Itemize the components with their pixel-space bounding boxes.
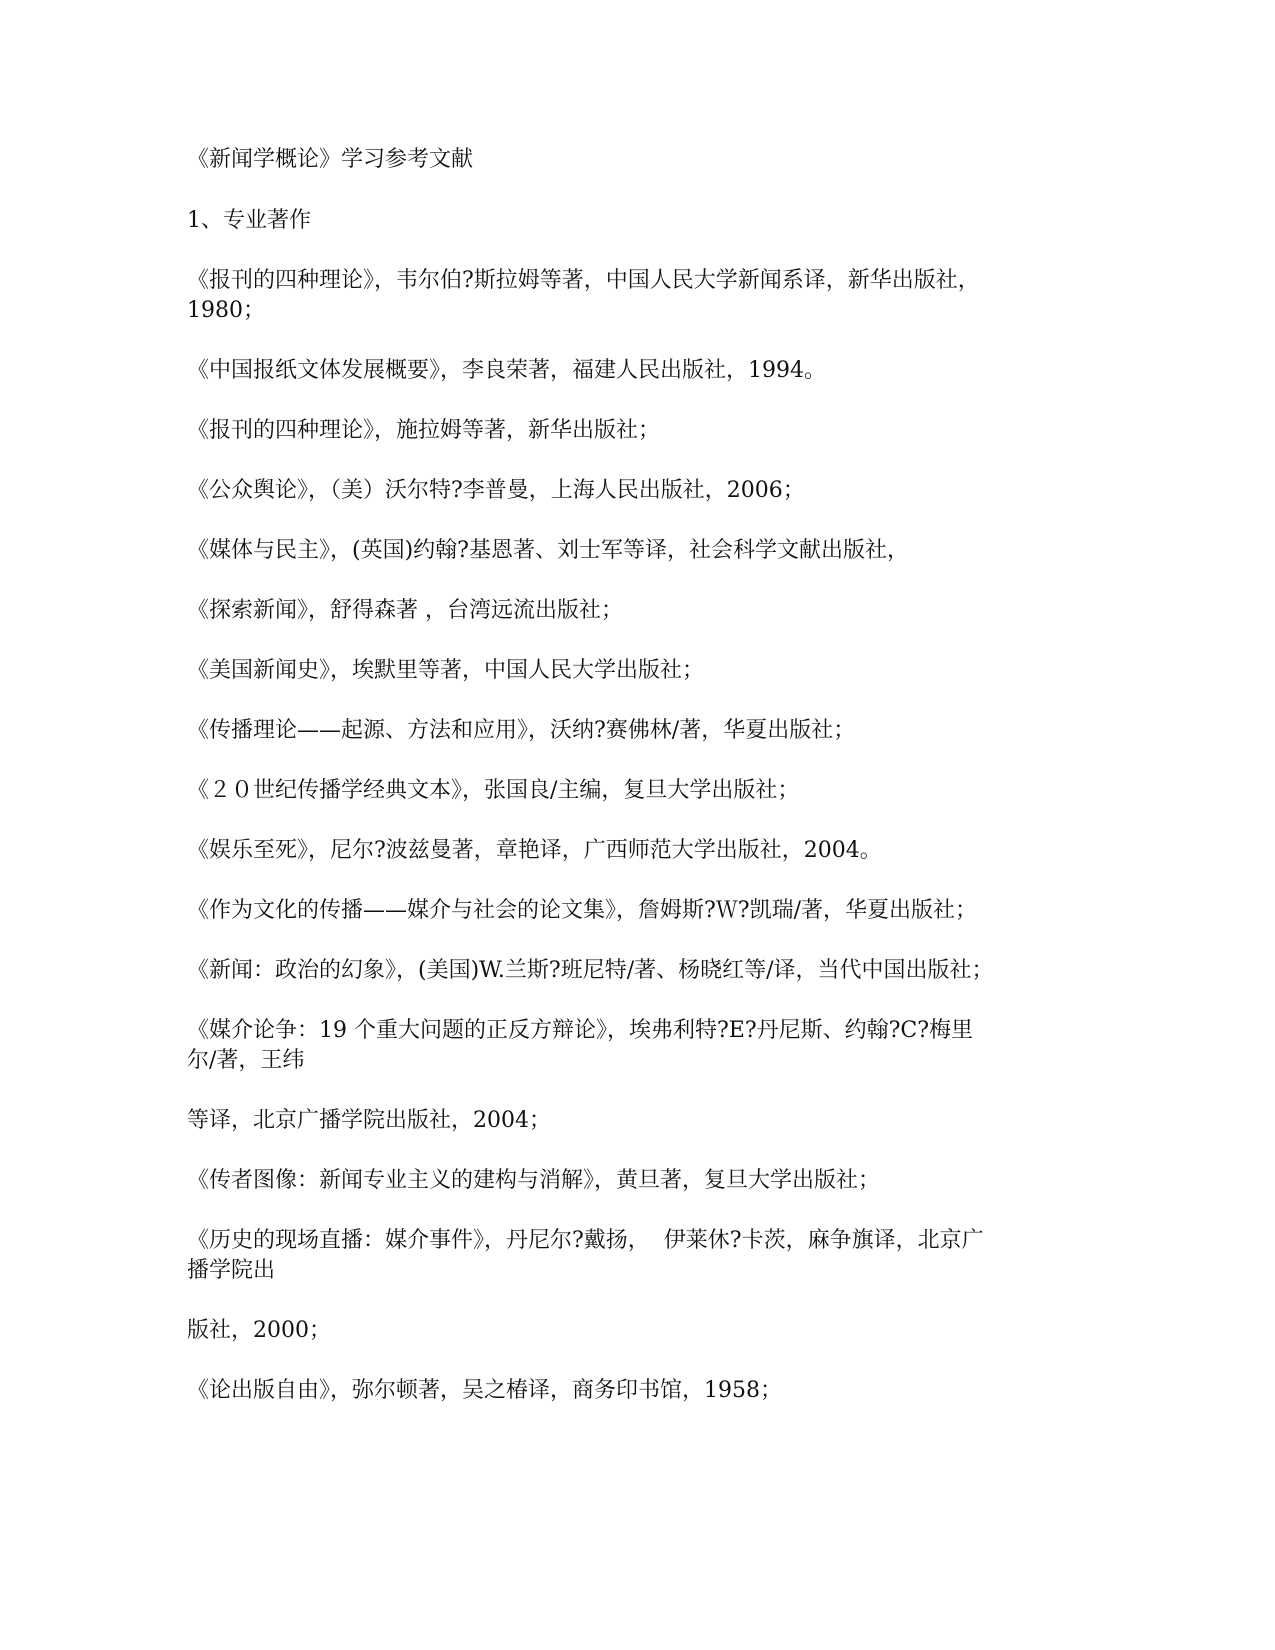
reference-entry-15: 《历史的现场直播：媒介事件》，丹尼尔?戴扬， 伊莱休?卡茨，麻争旗译，北京广 播学院出 [187, 1228, 984, 1283]
reference-entry-13-continued: 等译，北京广播学院出版社，2004； [187, 1108, 551, 1133]
reference-entry-8: 《传播理论——起源、方法和应用》，沃纳?赛佛林/著，华夏出版社； [187, 718, 856, 743]
reference-entry-12: 《新闻：政治的幻象》，(美国)W.兰斯?班尼特/著、杨晓红等/译，当代中国出版社； [187, 958, 994, 983]
reference-entry-14: 《传者图像：新闻专业主义的建构与消解》，黄旦著，复旦大学出版社； [187, 1168, 881, 1193]
reference-entry-5: 《媒体与民主》，(英国)约翰?基恩著、刘士军等译，社会科学文献出版社， [187, 538, 909, 563]
reference-entry-15-continued: 版社，2000； [187, 1318, 331, 1343]
section-heading: 1、专业著作 [187, 208, 311, 233]
reference-entry-1: 《报刊的四种理论》，韦尔伯?斯拉姆等著，中国人民大学新闻系译，新华出版社， 1980； [187, 268, 980, 323]
reference-entry-9: 《２０世纪传播学经典文本》，张国良/主编，复旦大学出版社； [187, 778, 800, 803]
reference-entry-16: 《论出版自由》，弥尔顿著，吴之椿译，商务印书馆，1958； [187, 1378, 782, 1403]
reference-entry-4: 《公众舆论》，（美）沃尔特?李普曼，上海人民出版社，2006； [187, 478, 805, 503]
document-title: 《新闻学概论》学习参考文献 [187, 147, 474, 172]
reference-entry-10: 《娱乐至死》，尼尔?波兹曼著，章艳译，广西师范大学出版社，2004。 [187, 838, 882, 863]
reference-entry-2: 《中国报纸文体发展概要》，李良荣著，福建人民出版社，1994。 [187, 358, 826, 383]
reference-entry-7: 《美国新闻史》，埃默里等著，中国人民大学出版社； [187, 658, 705, 683]
reference-entry-11: 《作为文化的传播——媒介与社会的论文集》，詹姆斯?Ｗ?凯瑞/著，华夏出版社； [187, 898, 978, 923]
reference-entry-13: 《媒介论争：19 个重大问题的正反方辩论》，埃弗利特?E?丹尼斯、约翰?C?梅里 尔/著，王纬 [187, 1018, 974, 1073]
document-body [187, 145, 1087, 1436]
reference-entry-3: 《报刊的四种理论》，施拉姆等著，新华出版社； [187, 418, 661, 443]
reference-entry-6: 《探索新闻》，舒得森著 ，台湾远流出版社； [187, 598, 623, 623]
